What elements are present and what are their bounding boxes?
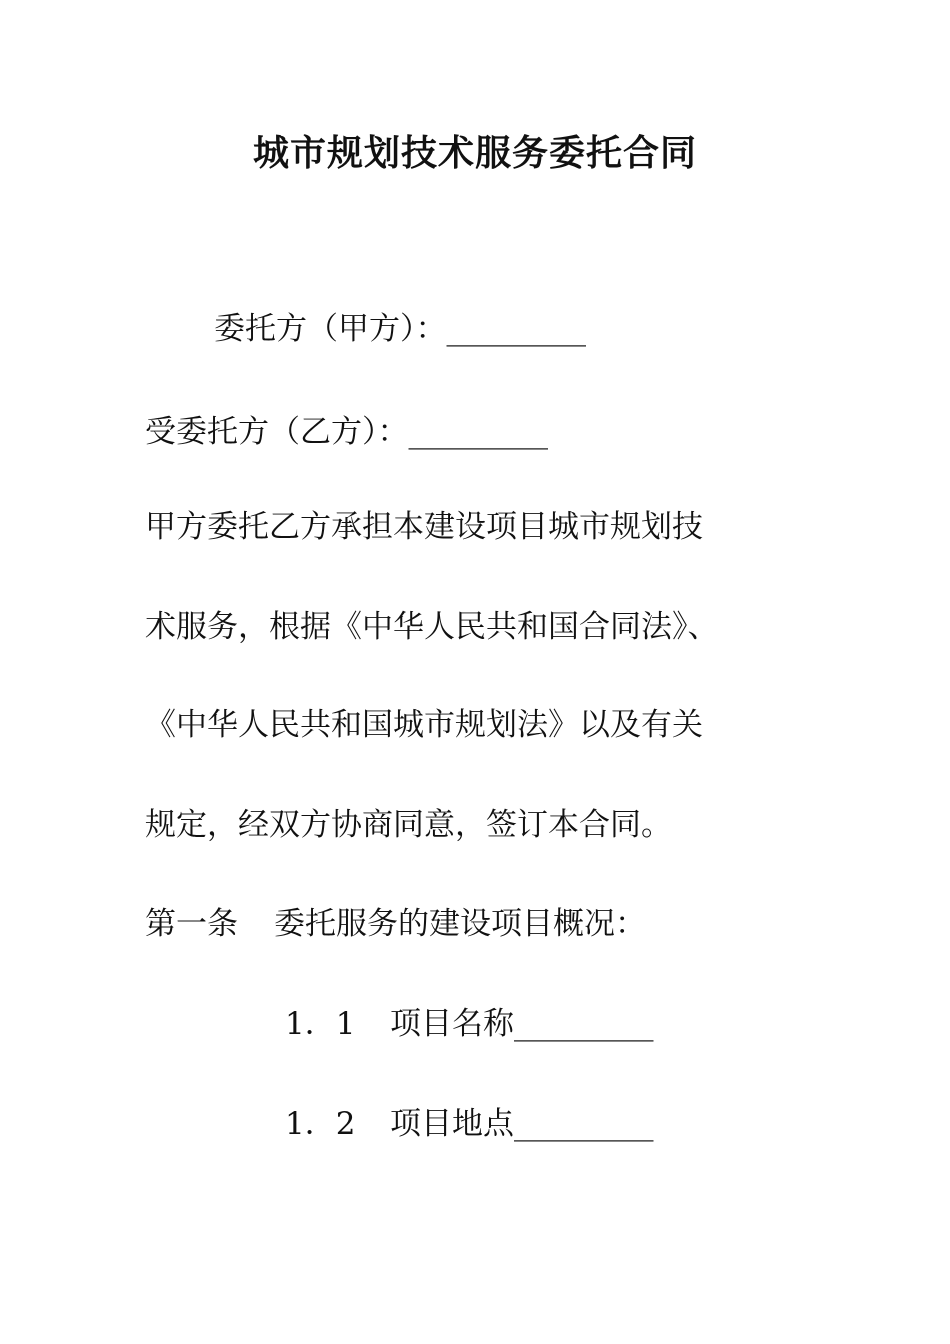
party-b-label: 受委托方（乙方）：: [145, 414, 409, 450]
party-b-blank: _________: [408, 414, 548, 450]
article-item-1-1: [285, 1002, 654, 1046]
intro-line-2: 术服务，根据《中华人民共和国合同法》、: [145, 609, 719, 645]
article-item-1-2: [285, 1102, 654, 1146]
intro-line-4: 规定，经双方协商同意，签订本合同。: [145, 807, 672, 843]
intro-line-3: 《中华人民共和国城市规划法》以及有关: [145, 707, 703, 743]
item-label: 项目地点: [390, 1106, 514, 1142]
article-1-title: 委托服务的建设项目概况：: [274, 906, 646, 942]
item-blank: _________: [514, 1006, 654, 1042]
article-1-number: 第一条: [145, 906, 238, 942]
item-number: 1．2: [285, 1106, 356, 1142]
intro-line-1: 甲方委托乙方承担本建设项目城市规划技: [145, 509, 703, 545]
party-a-blank: _________: [446, 311, 586, 347]
item-blank: _________: [514, 1106, 654, 1142]
article-1-heading: [145, 902, 646, 946]
party-b-line: [145, 410, 548, 454]
party-a-line: [214, 307, 586, 351]
party-a-label: 委托方（甲方）：: [214, 311, 447, 347]
item-label: 项目名称: [390, 1006, 514, 1042]
document-title: 城市规划技术服务委托合同: [252, 132, 697, 174]
item-number: 1．1: [285, 1006, 356, 1042]
